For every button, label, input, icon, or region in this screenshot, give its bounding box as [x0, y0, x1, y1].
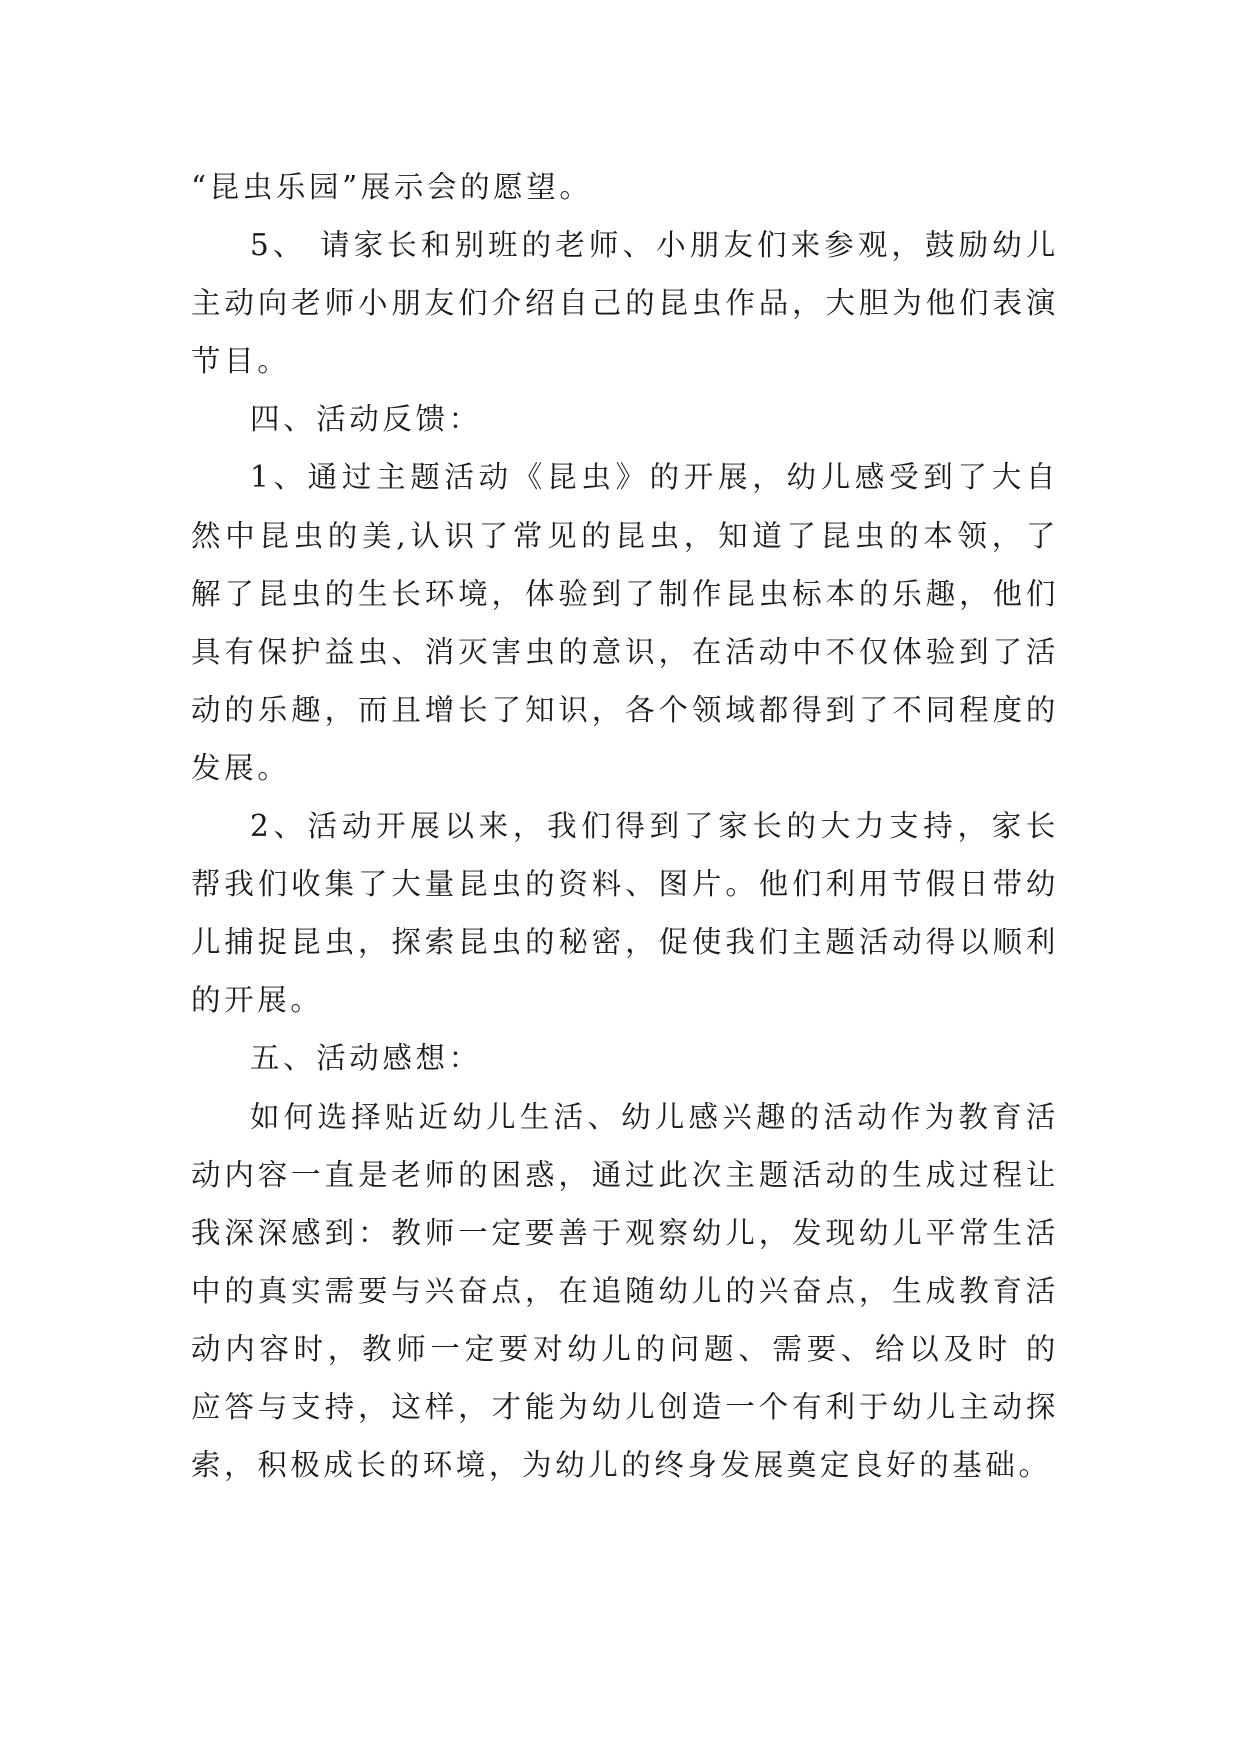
paragraph-reflection: 如何选择贴近幼儿生活、幼儿感兴趣的活动作为教育活动内容一直是老师的困惑，通过此次主题活动的生成过程让我深深感到：教师一定要善于观察幼儿，发现幼儿平常生活中的真实需要与兴奋点，在追随幼儿的兴奋点，生成教育活动内容时，教师一定要对幼儿的问题、需要、给以及时 的应答与支持，这样，才能为幼儿创造一个有利于幼儿主动探索，积极成长的环境，为幼儿的终身发展奠定良好的基础。 — [191, 1099, 1059, 1483]
paragraph-continuation: “昆虫乐园”展示会的愿望。 — [191, 170, 593, 204]
paragraph-item-5: 5、 请家长和别班的老师、小朋友们来参观，鼓励幼儿主动向老师小朋友们介绍自己的昆虫作品，大胆为他们表演节目。 — [191, 228, 1059, 379]
paragraph-feedback-2: 2、活动开展以来，我们得到了家长的大力支持，家长帮我们收集了大量昆虫的资料、图片。他们利用节假日带幼儿捕捉昆虫，探索昆虫的秘密，促使我们主题活动得以顺利的开展。 — [191, 809, 1059, 1018]
section-heading-feedback: 四、活动反馈： — [250, 402, 482, 437]
paragraph-feedback-1: 1、通过主题活动《昆虫》的开展，幼儿感受到了大自然中昆虫的美,认识了常见的昆虫，知道了昆虫的本领，了解了昆虫的生长环境，体验到了制作昆虫标本的乐趣，他们具有保护益虫、消灭害虫的意识，在活动中不仅体验到了活动的乐趣，而且增长了知识，各个领域都得到了不同程度的发展。 — [191, 460, 1059, 785]
document-body — [191, 158, 1059, 1494]
section-heading-reflection: 五、活动感想： — [250, 1041, 482, 1076]
